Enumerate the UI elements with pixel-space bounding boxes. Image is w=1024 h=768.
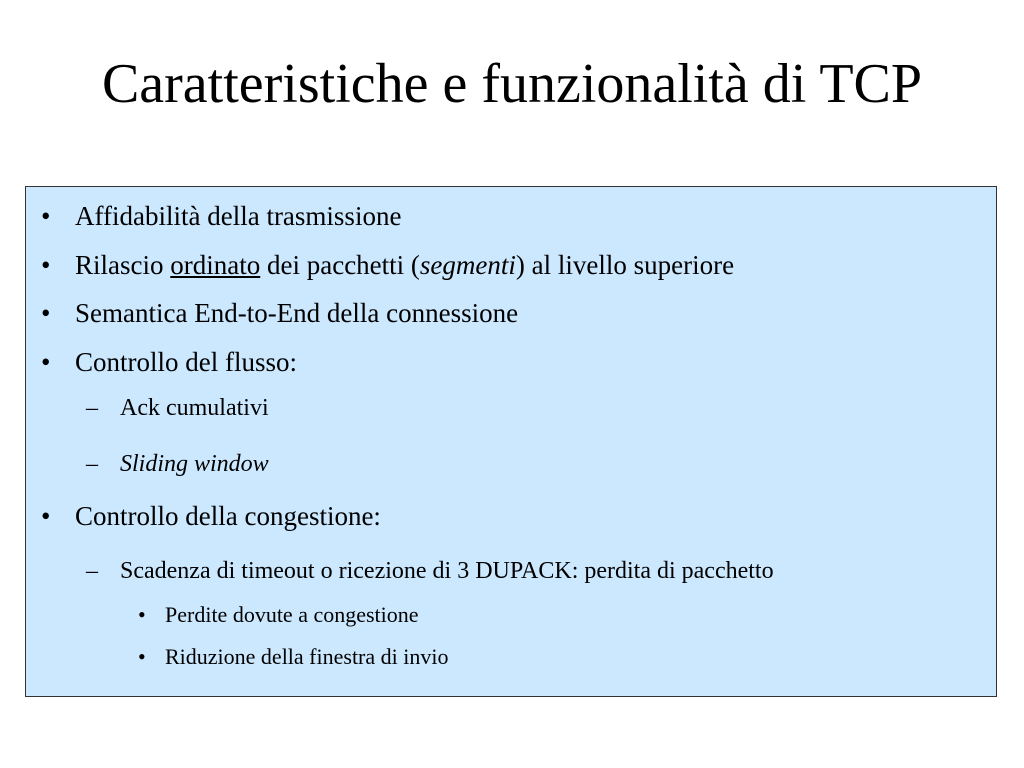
text-middle: dei pacchetti ( — [260, 250, 420, 280]
dash-marker: – — [86, 451, 98, 477]
bullet-marker: • — [41, 201, 51, 231]
sub-item-text: Sliding window — [120, 451, 269, 477]
bullet-marker: • — [41, 250, 51, 280]
bullet-text: Controllo del flusso: — [75, 347, 297, 377]
bullet-text — [75, 249, 734, 281]
slide-title: Caratteristiche e funzionalità di TCP — [101, 53, 923, 115]
bullet-marker: • — [41, 298, 51, 328]
sub-item-text: Scadenza di timeout o ricezione di 3 DUPACK: perdita di pacchetto — [120, 558, 774, 584]
bullet-marker: • — [138, 602, 146, 627]
text-prefix: Rilascio — [75, 250, 171, 280]
dash-marker: – — [86, 395, 98, 421]
bullet-marker: • — [41, 347, 51, 377]
bullet-marker: • — [138, 644, 146, 669]
dash-marker: – — [86, 558, 98, 584]
underlined-word: ordinato — [170, 250, 261, 280]
sub-item-text: Ack cumulativi — [120, 395, 269, 421]
content-box — [25, 186, 997, 697]
bullet-text: Controllo della congestione: — [75, 501, 381, 531]
bullet-marker: • — [41, 501, 51, 531]
italic-word: segmenti — [419, 250, 516, 280]
bullet-text: Semantica End-to-End della connessione — [75, 298, 519, 328]
sub-sub-item-text: Riduzione della finestra di invio — [165, 644, 449, 669]
text-suffix: ) al livello superiore — [515, 250, 735, 280]
sub-sub-item-text: Perdite dovute a congestione — [165, 602, 419, 627]
bullet-text: Affidabilità della trasmissione — [75, 201, 402, 231]
